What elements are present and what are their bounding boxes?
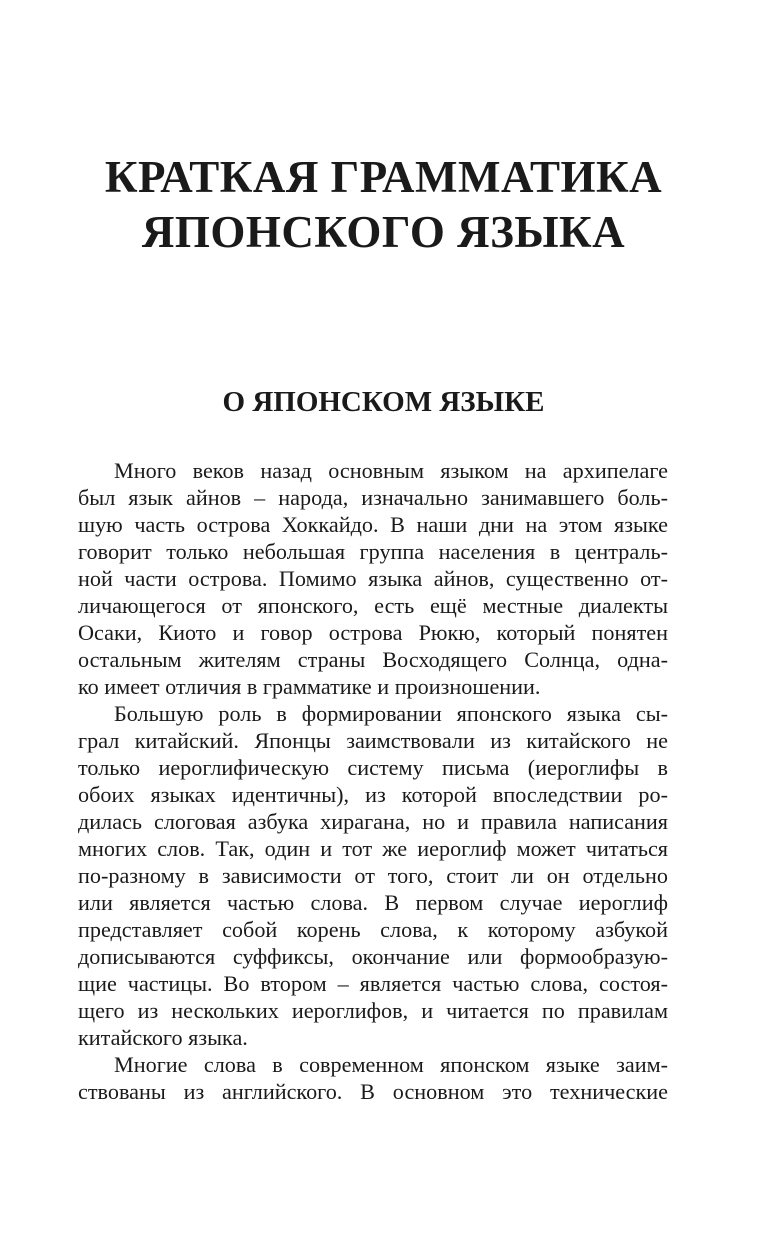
text-line: китайского языка. — [78, 1025, 248, 1050]
text-line: ной части острова. Помимо языка айнов, существенно от- — [78, 566, 668, 591]
paragraph — [78, 457, 668, 700]
text-line: был язык айнов – народа, изначально занимавшего боль- — [78, 485, 668, 510]
text-line: многих слов. Так, один и тот же иероглиф может читаться — [78, 836, 668, 861]
text-line: ко имеет отличия в грамматике и произношении. — [78, 674, 541, 699]
chapter-title — [40, 150, 727, 260]
text-line: обоих языках идентичны), из которой впоследствии ро- — [78, 782, 668, 807]
text-line: представляет собой корень слова, к которому азбукой — [78, 917, 668, 942]
text-line: дилась слоговая азбука хирагана, но и правила написания — [78, 809, 668, 834]
text-line: шую часть острова Хоккайдо. В наши дни на этом языке — [78, 512, 668, 537]
chapter-title-line: ЯПОНСКОГО ЯЗЫКА — [141, 207, 626, 257]
text-line: Большую роль в формировании японского языка сы- — [114, 701, 668, 726]
section-heading: О ЯПОНСКОМ ЯЗЫКЕ — [222, 386, 545, 418]
body-text — [78, 457, 668, 1105]
text-line: грал китайский. Японцы заимствовали из китайского не — [78, 728, 668, 753]
chapter-title-line: КРАТКАЯ ГРАММАТИКА — [104, 152, 663, 202]
text-line: ствованы из английского. В основном это технические — [78, 1079, 668, 1104]
text-line: Многие слова в современном японском языке заим- — [114, 1052, 668, 1077]
text-line: Много веков назад основным языком на архипелаге — [114, 458, 668, 483]
text-line: щего из нескольких иероглифов, и читается по правилам — [78, 998, 668, 1023]
text-line: только иероглифическую систему письма (иероглифы в — [78, 755, 668, 780]
text-line: дописываются суффиксы, окончание или формообразую- — [78, 944, 668, 969]
text-line: Осаки, Киото и говор острова Рюкю, который понятен — [78, 620, 668, 645]
text-line: говорит только небольшая группа населения в централь- — [78, 539, 668, 564]
text-line: личающегося от японского, есть ещё местные диалекты — [78, 593, 668, 618]
text-line: по-разному в зависимости от того, стоит ли он отдельно — [78, 863, 668, 888]
paragraph — [78, 1051, 668, 1105]
text-line: или является частью слова. В первом случае иероглиф — [78, 890, 668, 915]
text-line: щие частицы. Во втором – является частью слова, состоя- — [78, 971, 668, 996]
paragraph — [78, 700, 668, 1051]
text-line: остальным жителям страны Восходящего Солнца, одна- — [78, 647, 668, 672]
